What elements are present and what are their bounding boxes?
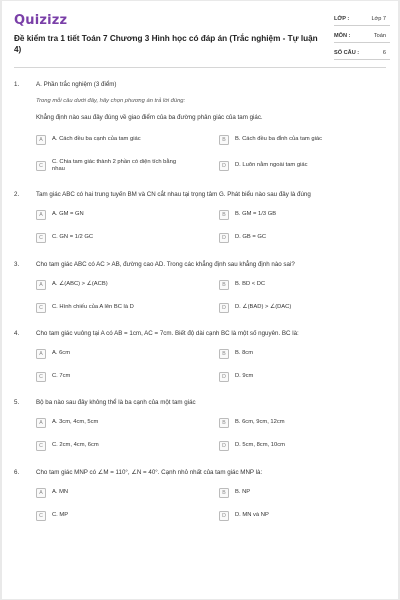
option-a[interactable] [36,208,208,222]
option-text: D. 5cm, 8cm, 10cm [235,442,285,449]
meta-value: Toán [373,33,386,39]
option-letter-badge: A [36,280,46,290]
option-text: A. MN [52,489,69,496]
option-d[interactable] [219,509,384,523]
quizizz-logo: Quizizz [14,13,68,28]
question-number: 5. [14,399,20,406]
option-b[interactable] [219,486,384,500]
option-letter-badge: D [219,303,229,313]
option-text: A. 3cm, 4cm, 5cm [52,419,99,426]
question-number: 4. [14,330,20,337]
header-divider [14,67,386,68]
option-text: D. ∠(BAD) > ∠(DAC) [235,304,292,311]
option-letter-badge: C [36,372,46,382]
option-letter-badge: D [219,233,229,243]
option-d[interactable] [219,159,384,173]
option-letter-badge: A [36,210,46,220]
option-d[interactable] [219,370,384,384]
option-a[interactable] [36,416,208,430]
option-text: D. Luôn nằm ngoài tam giác [235,162,308,169]
meta-row-question-count [334,47,390,60]
question-text: Cho tam giác ABC có AC > AB, đường cao AD. Trong các khẳng định sau khẳng định nào sai? [36,261,295,268]
option-letter-badge: C [36,441,46,451]
option-letter-badge: A [36,349,46,359]
question-4 [14,330,386,386]
question-text: Bộ ba nào sau đây không thể là ba cạnh của một tam giác [36,399,196,406]
option-letter-badge: B [219,135,229,145]
worksheet-page [2,1,398,599]
option-text: D. MN và NP [235,512,269,519]
option-letter-badge: C [36,303,46,313]
option-d[interactable] [219,439,384,453]
option-letter-badge: A [36,488,46,498]
meta-key: MÔN : [334,33,351,39]
option-b[interactable] [219,208,384,222]
option-text: C. 2cm, 4cm, 6cm [52,442,99,449]
option-b[interactable] [219,347,384,361]
option-letter-badge: B [219,349,229,359]
instruction-note: Trong mỗi câu dưới đây, hãy chọn phương án trả lời đúng: [36,98,186,104]
option-c[interactable] [36,370,208,384]
option-text: A. Cách đều ba cạnh của tam giác [52,136,141,143]
option-d[interactable] [219,301,384,315]
option-text: B. NP [235,489,251,496]
option-letter-badge: D [219,441,229,451]
option-text: C. MP [52,512,69,519]
option-letter-badge: B [219,488,229,498]
question-5 [14,399,386,455]
question-3 [14,261,386,317]
option-text: B. 6cm, 9cm, 12cm [235,419,285,426]
option-b[interactable] [219,416,384,430]
option-letter-badge: C [36,233,46,243]
question-text: Tam giác ABC có hai trung tuyến BM và CN cắt nhau tại trọng tâm G. Phát biểu nào sau đây là đúng [36,191,311,198]
question-text: A. Phần trắc nghiệm (3 điểm) [36,81,117,88]
meta-panel [334,13,390,64]
question-number: 3. [14,261,20,268]
option-text: D. 9cm [235,373,254,380]
option-text: A. GM = GN [52,211,84,218]
option-letter-badge: C [36,161,46,171]
option-letter-badge: B [219,210,229,220]
meta-value: 6 [382,50,386,56]
meta-key: SỐ CÂU : [334,50,360,56]
option-letter-badge: A [36,418,46,428]
option-c[interactable] [36,509,208,523]
option-text: C. Hình chiếu của A lên BC là D [52,304,134,311]
option-letter-badge: D [219,161,229,171]
question-prompt: Khẳng định nào sau đây đúng về giao điểm của ba đường phân giác của tam giác. [36,114,263,121]
option-b[interactable] [219,133,384,147]
question-2 [14,191,386,247]
option-letter-badge: B [219,418,229,428]
option-b[interactable] [219,278,384,292]
question-6 [14,469,386,525]
question-number: 1. [14,81,20,88]
option-letter-badge: C [36,511,46,521]
option-text: B. GM = 1/3 GB [235,211,277,218]
option-letter-badge: D [219,372,229,382]
option-text: C. Chia tam giác thành 2 phần có diện tích bằng nhau [52,158,177,172]
option-c[interactable] [36,231,208,245]
meta-key: LỚP : [334,16,350,22]
option-text: D. GB = GC [235,234,267,241]
option-c[interactable] [36,439,208,453]
option-c[interactable] [36,155,186,177]
option-a[interactable] [36,278,208,292]
option-a[interactable] [36,486,208,500]
meta-value: Lớp 7 [371,16,386,22]
option-letter-badge: B [219,280,229,290]
option-d[interactable] [219,231,384,245]
question-number: 6. [14,469,20,476]
option-text: B. BD < DC [235,281,266,288]
meta-row-class [334,13,390,26]
option-c[interactable] [36,301,208,315]
option-a[interactable] [36,347,208,361]
option-text: B. 8cm [235,350,254,357]
question-1 [14,81,386,181]
document-title: Đề kiểm tra 1 tiết Toán 7 Chương 3 Hình học có đáp án (Trắc nghiệm - Tự luận 4) [14,34,318,54]
option-text: B. Cách đều ba đỉnh của tam giác [235,136,323,143]
option-text: A. ∠(ABC) > ∠(ACB) [52,281,108,288]
option-letter-badge: D [219,511,229,521]
header [2,1,398,71]
option-text: C. GN = 1/2 GC [52,234,94,241]
question-text: Cho tam giác vuông tại A có AB = 1cm, AC = 7cm. Biết độ dài cạnh BC là một số nguyên. BC là: [36,330,299,337]
option-a[interactable] [36,133,208,147]
option-text: A. 6cm [52,350,71,357]
meta-row-subject [334,30,390,43]
question-number: 2. [14,191,20,198]
option-letter-badge: A [36,135,46,145]
question-text: Cho tam giác MNP có ∠M = 110°, ∠N = 40°. Cạnh nhỏ nhất của tam giác MNP là: [36,469,263,476]
option-text: C. 7cm [52,373,71,380]
